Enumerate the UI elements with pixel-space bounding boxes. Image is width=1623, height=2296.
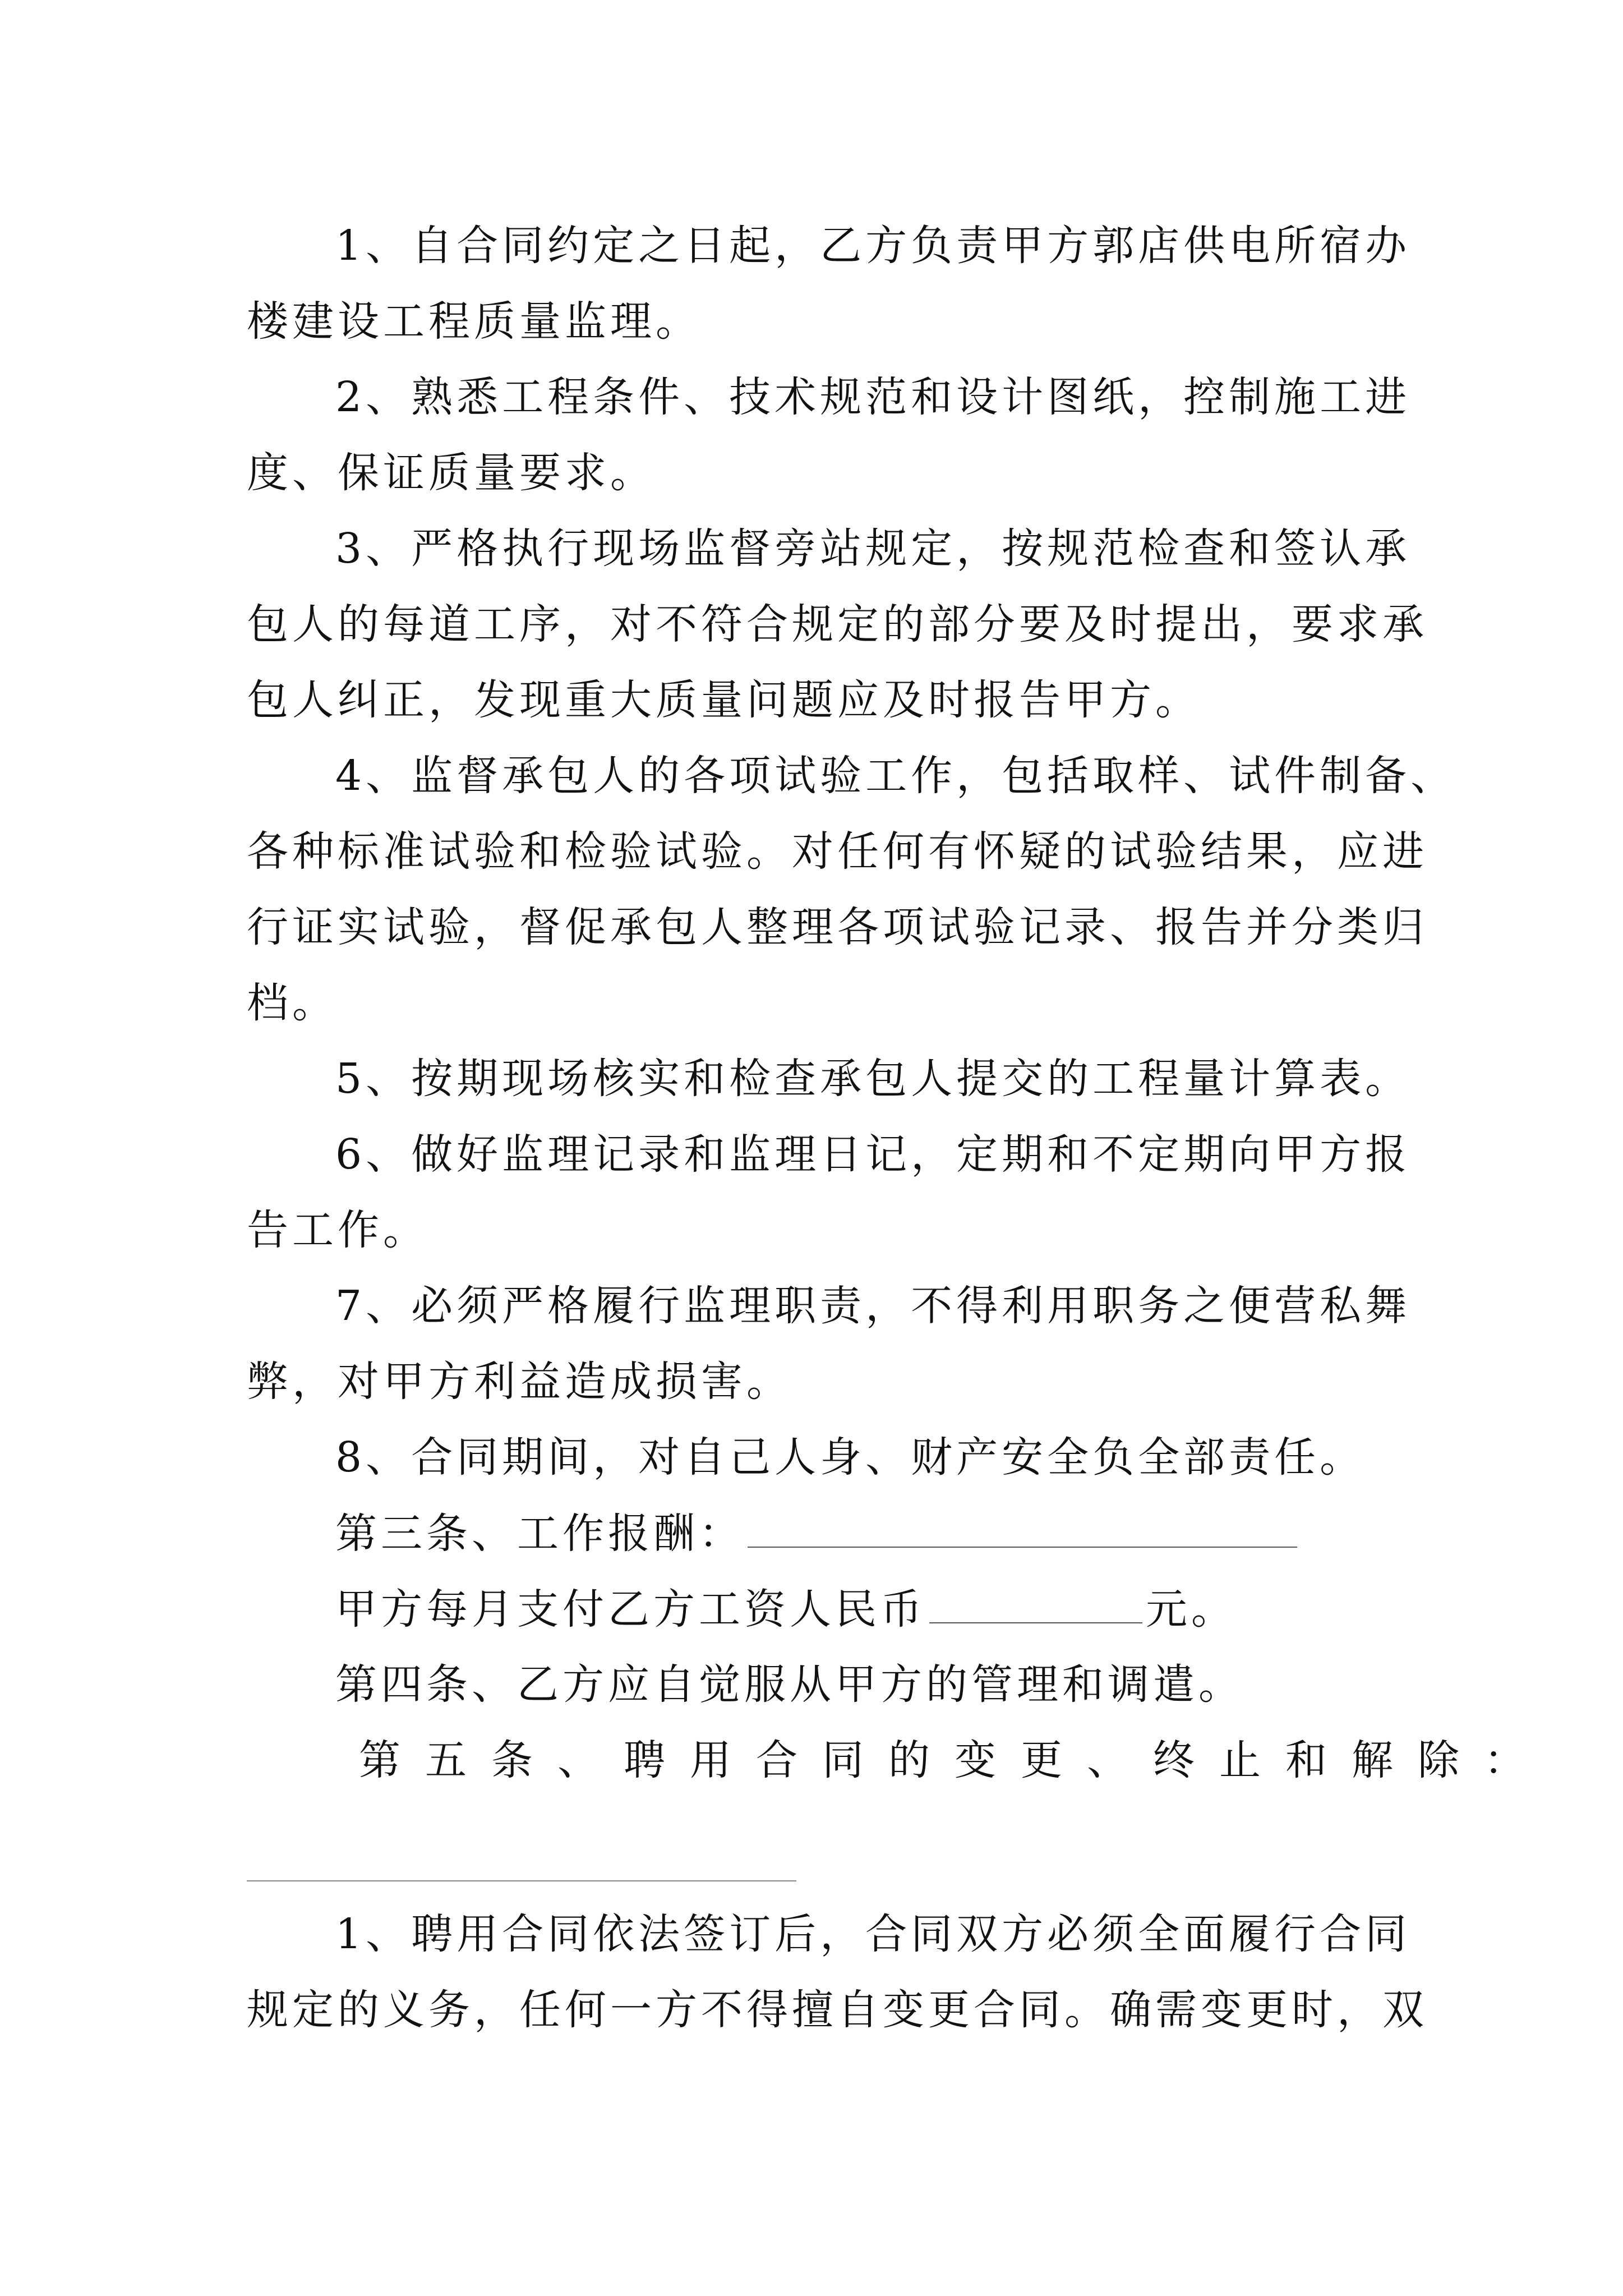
clause-2-item-1-line-2: 楼建设工程质量监理。 xyxy=(247,297,701,346)
clause-2-item-3-line-1: 3、严格执行现场监督旁站规定，按规范检查和签认承 xyxy=(335,524,1411,573)
clause-2-item-5: 5、按期现场核实和检查承包人提交的工程量计算表。 xyxy=(335,1055,1411,1103)
clause-2-item-8: 8、合同期间，对自己人身、财产安全负全部责任。 xyxy=(335,1433,1366,1481)
clause-2-item-7-line-2: 弊，对甲方利益造成损害。 xyxy=(247,1358,792,1406)
clause-3-heading xyxy=(335,1505,1485,1561)
clause-2-item-4-line-4: 档。 xyxy=(247,979,338,1027)
clause-2-item-2-line-2: 度、保证质量要求。 xyxy=(247,449,656,497)
clause-2-item-3-line-3: 包人纠正，发现重大质量问题应及时报告甲方。 xyxy=(247,676,1201,724)
clause-4: 第四条、乙方应自觉服从甲方的管理和调遣。 xyxy=(335,1660,1244,1709)
salary-line xyxy=(335,1581,1485,1637)
salary-label: 甲方每月支付乙方工资人民币 xyxy=(335,1585,926,1634)
salary-terms-blank[interactable] xyxy=(748,1505,1297,1548)
clause-5-item-1-line-1: 1、聘用合同依法签订后，合同双方必须全面履行合同 xyxy=(335,1910,1411,1958)
clause-2-item-2-line-1: 2、熟悉工程条件、技术规范和设计图纸，控制施工进 xyxy=(335,373,1411,421)
salary-unit: 元。 xyxy=(1146,1585,1237,1634)
clause-2-item-6-line-1: 6、做好监理记录和监理日记，定期和不定期向甲方报 xyxy=(335,1130,1411,1179)
divider-line xyxy=(247,1880,796,1881)
clause-2-item-6-line-2: 告工作。 xyxy=(247,1206,428,1254)
clause-2-item-4-line-1: 4、监督承包人的各项试验工作，包括取样、试件制备、 xyxy=(335,752,1456,800)
clause-2-item-3-line-2: 包人的每道工序，对不符合规定的部分要及时提出，要求承 xyxy=(247,600,1428,648)
clause-2-item-4-line-3: 行证实试验，督促承包人整理各项试验记录、报告并分类归 xyxy=(247,903,1428,951)
salary-amount-blank[interactable] xyxy=(929,1581,1142,1623)
clause-2-item-7-line-1: 7、必须严格履行监理职责，不得利用职务之便营私舞 xyxy=(335,1282,1411,1330)
clause-5-item-1-line-2: 规定的义务，任何一方不得擅自变更合同。确需变更时，双 xyxy=(247,1986,1428,2034)
clause-3-label: 第三条、工作报酬： xyxy=(335,1510,744,1558)
clause-2-item-4-line-2: 各种标准试验和检验试验。对任何有怀疑的试验结果，应进 xyxy=(247,827,1428,876)
clause-5-heading: 第五条、聘用合同的变更、终止和解除： xyxy=(359,1736,1550,1784)
clause-2-item-1-line-1: 1、自合同约定之日起，乙方负责甲方郭店供电所宿办 xyxy=(335,222,1411,270)
